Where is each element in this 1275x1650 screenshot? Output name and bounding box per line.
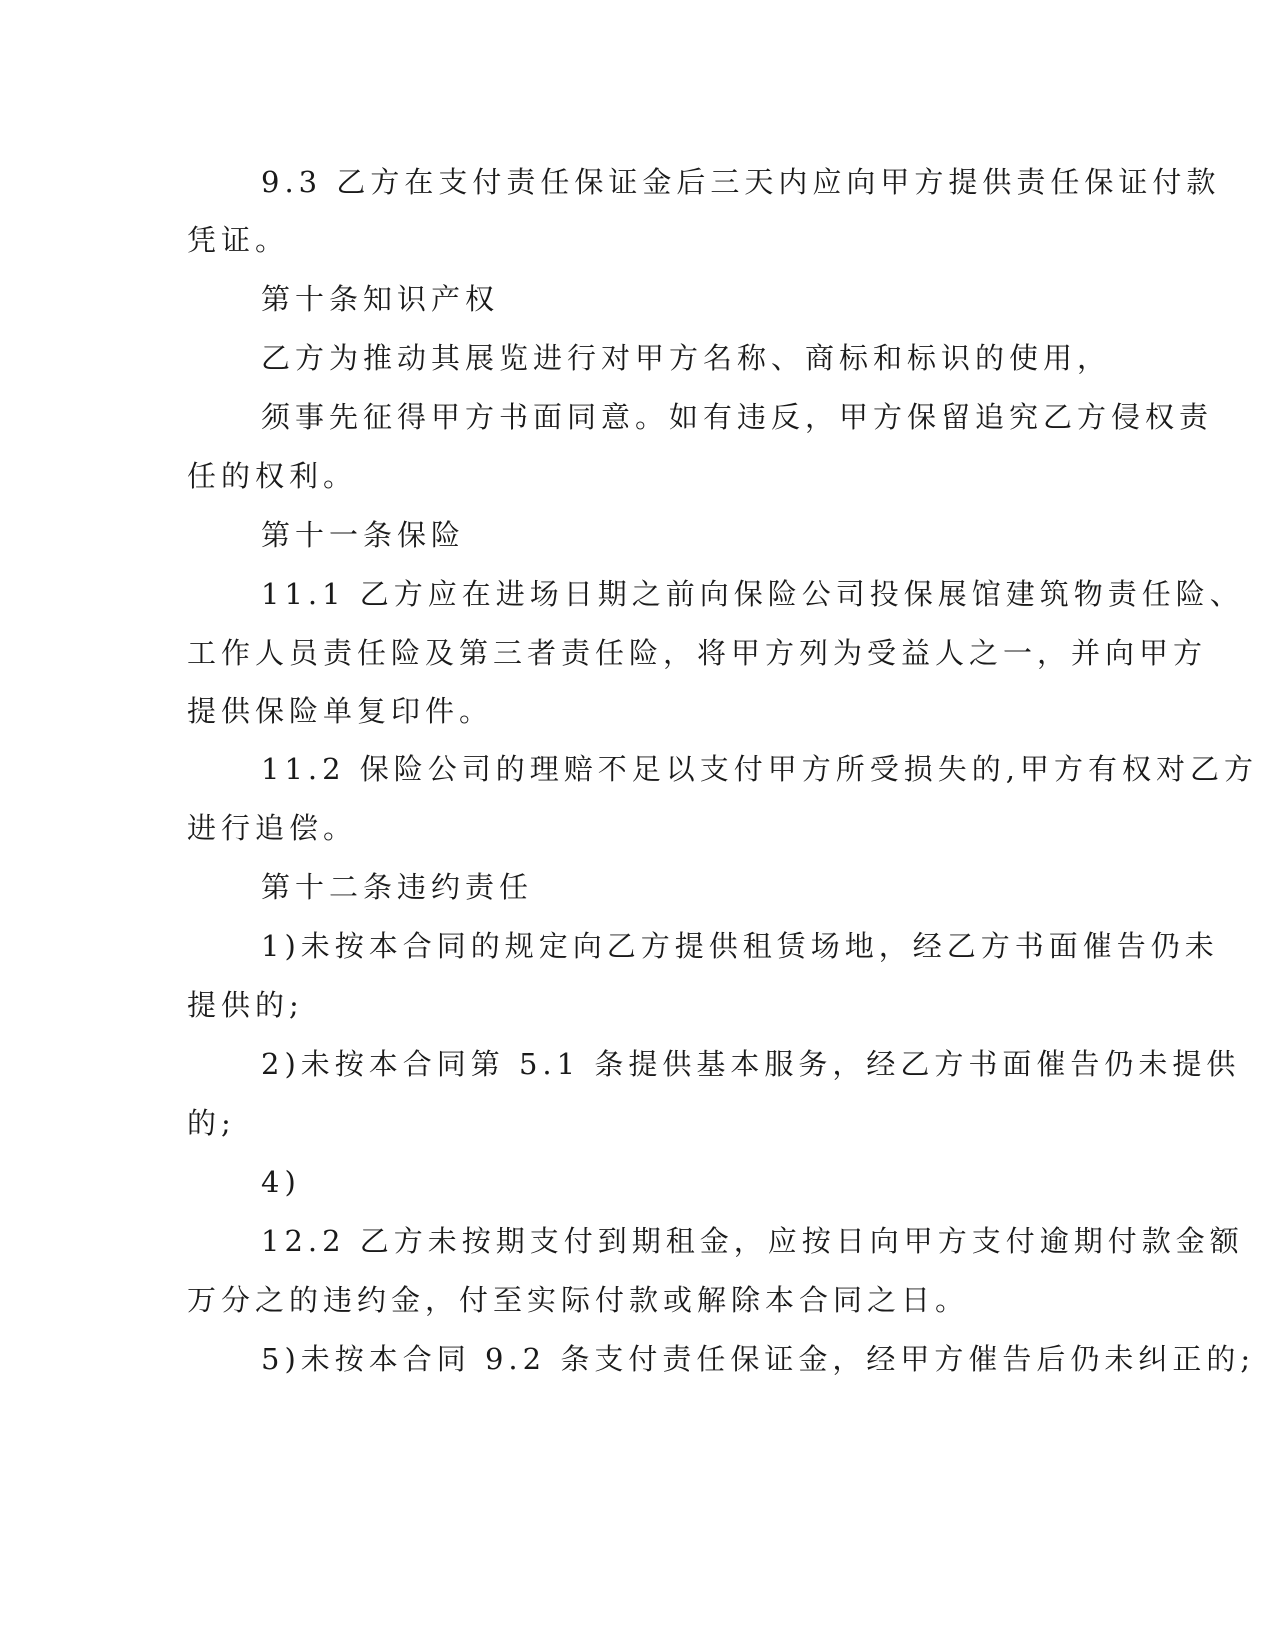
paragraph-line: 进行追偿。 [187,811,358,845]
paragraph-line: 11.1 乙方应在进场日期之前向保险公司投保展馆建筑物责任险、 [261,577,1244,611]
section-heading: 第十二条违约责任 [261,870,534,904]
paragraph-line: 2)未按本合同第 5.1 条提供基本服务，经乙方书面催告仍未提供 [261,1047,1241,1081]
paragraph-line: 1)未按本合同的规定向乙方提供租赁场地，经乙方书面催告仍未 [261,929,1219,963]
paragraph-line: 4) [261,1165,301,1199]
paragraph-line: 的; [187,1106,236,1140]
paragraph-line: 11.2 保险公司的理赔不足以支付甲方所受损失的,甲方有权对乙方 [261,752,1259,786]
paragraph-line: 5)未按本合同 9.2 条支付责任保证金，经甲方催告后仍未纠正的; [261,1342,1256,1376]
paragraph-line: 工作人员责任险及第三者责任险，将甲方列为受益人之一，并向甲方 [187,636,1208,670]
paragraph-line: 乙方为推动其展览进行对甲方名称、商标和标识的使用， [261,341,1112,375]
paragraph-line: 9.3 乙方在支付责任保证金后三天内应向甲方提供责任保证付款 [261,165,1221,199]
section-heading: 第十条知识产权 [261,282,500,316]
paragraph-line: 须事先征得甲方书面同意。如有违反，甲方保留追究乙方侵权责 [261,400,1214,434]
paragraph-line: 12.2 乙方未按期支付到期租金，应按日向甲方支付逾期付款金额 [261,1224,1244,1258]
paragraph-line: 万分之的违约金，付至实际付款或解除本合同之日。 [187,1283,970,1317]
section-heading: 第十一条保险 [261,518,466,552]
paragraph-line: 任的权利。 [187,459,358,493]
paragraph-line: 提供的; [187,988,304,1022]
paragraph-line: 提供保险单复印件。 [187,694,494,728]
paragraph-line: 凭证。 [187,223,290,257]
